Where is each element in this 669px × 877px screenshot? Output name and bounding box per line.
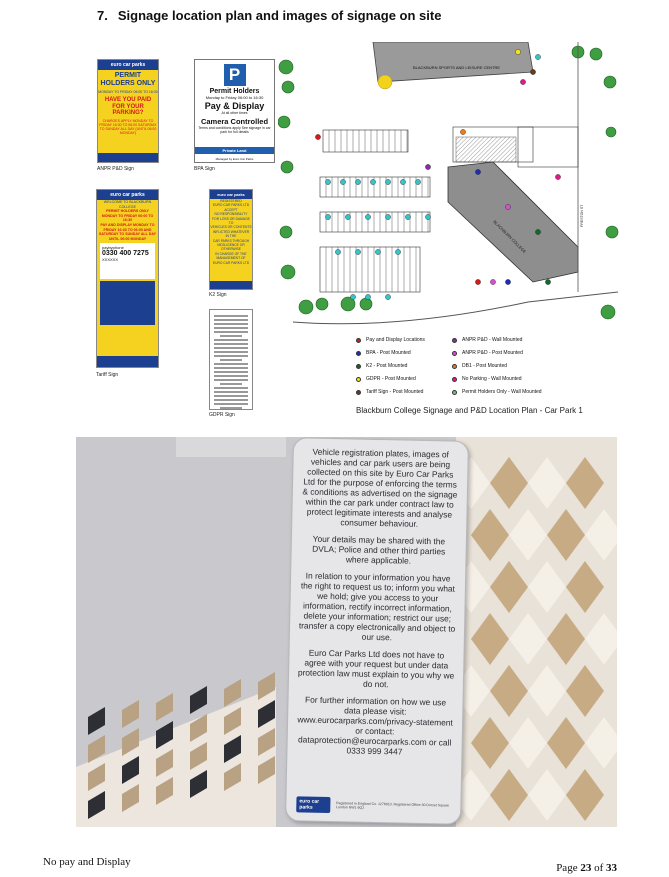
map-marker bbox=[460, 129, 465, 134]
legend-label: No Parking - Wall Mounted bbox=[462, 376, 522, 382]
k2-caption: K2 Sign bbox=[209, 292, 227, 298]
map-title: Blackburn College Signage and P&D Location Plan - Car Park 1 bbox=[356, 406, 583, 415]
legend-label: Pay and Display Locations bbox=[366, 337, 425, 343]
bpa-sign-image bbox=[194, 59, 275, 163]
text-line-shape bbox=[214, 351, 248, 353]
map-marker bbox=[405, 214, 410, 219]
legend-dot-icon bbox=[452, 351, 457, 356]
map-marker bbox=[515, 49, 520, 54]
footer-note: No pay and Display bbox=[43, 856, 131, 868]
gdpr-sign-image bbox=[209, 309, 253, 410]
tariff-line: PAY AND DISPLAY MONDAY TO FRIDAY 16:30 TO 06:00 AND SATURDAY TO SUNDAY ALL DAY UNTIL 06:00 MONDAY bbox=[98, 222, 157, 241]
bpa-other: At all other times bbox=[221, 111, 248, 115]
page-of: of bbox=[591, 862, 606, 874]
map-marker bbox=[490, 279, 495, 284]
text-line-shape bbox=[214, 343, 248, 345]
legend-dot-icon bbox=[356, 338, 361, 343]
map-marker bbox=[425, 164, 430, 169]
map-marker bbox=[365, 214, 370, 219]
legend-label: BPA - Post Mounted bbox=[366, 350, 411, 356]
legend-dot-icon bbox=[356, 364, 361, 369]
legend-dot-icon bbox=[452, 364, 457, 369]
text-line-shape bbox=[214, 391, 248, 393]
legend-item bbox=[452, 350, 523, 356]
map-marker bbox=[340, 179, 345, 184]
sports-centre-label: BLACKBURN SPORTS AND LEISURE CENTRE bbox=[413, 65, 501, 70]
k2-line: REGISTERED bbox=[220, 199, 242, 203]
anpr-brand: euro car parks bbox=[98, 60, 158, 70]
k2-line: IN THE bbox=[225, 234, 237, 239]
map-marker bbox=[355, 249, 360, 254]
notice-paragraph: Your details may be shared with the DVLA; Police and other third parties where applicable. bbox=[312, 533, 446, 566]
text-line-shape bbox=[214, 395, 248, 397]
tariff-phone: 0330 400 7275 bbox=[102, 250, 149, 258]
text-line-shape bbox=[214, 371, 248, 373]
bpa-managed: Managed by Euro Car Parks bbox=[215, 157, 254, 161]
k2-line: FOR LOSS OR DAMAGE TO bbox=[212, 216, 250, 226]
map-marker bbox=[475, 279, 480, 284]
map-marker bbox=[475, 169, 480, 174]
k2-line: EURO CAR PARKS LTD bbox=[212, 260, 250, 265]
map-marker bbox=[555, 174, 560, 179]
legend-item bbox=[356, 337, 425, 343]
legend-label: ANPR P&D - Post Mounted bbox=[462, 350, 523, 356]
k2-line: MANAGEMENT OF bbox=[216, 256, 246, 261]
text-line-shape bbox=[214, 363, 248, 365]
map-marker bbox=[545, 279, 550, 284]
data-notice-sign bbox=[285, 437, 469, 825]
tariff-brand: euro car parks bbox=[97, 190, 158, 200]
map-marker bbox=[375, 249, 380, 254]
map-marker bbox=[325, 179, 330, 184]
text-line-shape bbox=[214, 387, 248, 389]
k2-sign-image bbox=[209, 189, 253, 290]
map-marker bbox=[315, 134, 320, 139]
anpr-sign-image bbox=[97, 59, 159, 163]
text-line-shape bbox=[220, 335, 242, 337]
map-marker bbox=[395, 249, 400, 254]
legend-dot-icon bbox=[452, 377, 457, 382]
gdpr-caption: GDPR Sign bbox=[209, 412, 235, 418]
anpr-charges: CHARGES APPLY MONDAY TO FRIDAY 16:30 TO 06:00 SATURDAY TO SUNDAY ALL DAY (UNTIL 06:00 MONDAY) bbox=[99, 118, 157, 135]
section-number: 7. bbox=[97, 8, 108, 23]
legend-item bbox=[356, 363, 407, 369]
tariff-footer-band bbox=[97, 356, 158, 367]
anpr-footer-band bbox=[98, 153, 158, 162]
legend-label: GDPR - Post Mounted bbox=[366, 376, 416, 382]
map-marker bbox=[530, 69, 535, 74]
map-marker bbox=[385, 294, 390, 299]
text-line-shape bbox=[214, 399, 248, 401]
k2-line: OTHERWISE bbox=[221, 247, 241, 252]
k2-line: CAR PARKS THROUGH bbox=[212, 238, 250, 243]
k2-line: IN CHARGE OF THE bbox=[215, 251, 247, 256]
legend-item bbox=[452, 363, 507, 369]
map-marker bbox=[370, 179, 375, 184]
section-heading bbox=[97, 8, 441, 23]
bpa-private-land: Private Land bbox=[195, 147, 274, 154]
tariff-line: PERMIT HOLDERS ONLY bbox=[106, 209, 149, 214]
k2-line: INFLICTED WHATEVER bbox=[212, 229, 250, 234]
text-line-shape bbox=[214, 323, 248, 325]
k2-line: NO RESPONSIBILITY bbox=[214, 212, 248, 217]
parking-p-icon: P bbox=[224, 64, 246, 86]
map-marker bbox=[520, 79, 525, 84]
anpr-warning: HAVE YOU PAID FOR YOUR PARKING? bbox=[104, 97, 152, 116]
bpa-camera: Camera Controlled bbox=[200, 117, 269, 126]
legend-dot-icon bbox=[452, 390, 457, 395]
section-title: Signage location plan and images of signage on site bbox=[117, 8, 442, 23]
map-marker bbox=[365, 294, 370, 299]
tariff-caption: Tariff Sign bbox=[96, 372, 119, 378]
legend-item bbox=[452, 389, 542, 395]
legend-label: Permit Holders Only - Wall Mounted bbox=[462, 389, 542, 395]
legend-dot-icon bbox=[356, 390, 361, 395]
tariff-code: XXXXXX bbox=[102, 257, 119, 263]
notice-registration: Registered in England Co. 1276810. Registered Office 30 Dorset Square London NW1 6QJ bbox=[336, 800, 450, 810]
legend-item bbox=[452, 337, 522, 343]
text-line-shape bbox=[214, 319, 248, 321]
map-marker bbox=[535, 54, 540, 59]
anpr-caption: ANPR P&D Sign bbox=[97, 166, 134, 172]
notice-paragraph: In relation to your information you have the right to request us to; inform you what we hold; give you access to your information, rectify incorrect information, delete your information; restrict our use; transfer a copy electronically and object to our use. bbox=[298, 570, 456, 643]
map-marker bbox=[385, 179, 390, 184]
anpr-hours: MONDAY TO FRIDAY 06:00 TO 16:30 bbox=[98, 90, 158, 94]
college-building-label: BLACKBURN COLLEGE bbox=[492, 219, 528, 255]
text-line-shape bbox=[214, 375, 248, 377]
legend-item bbox=[356, 376, 416, 382]
notice-paragraph: For further information on how we use data please visit: www.eurocarparks.com/privacy-statement or contact: dataprotection@eurocarparks.com or call 0333 999 3447 bbox=[297, 694, 453, 757]
text-line-shape bbox=[214, 367, 248, 369]
text-line-shape bbox=[214, 403, 248, 405]
map-marker bbox=[345, 214, 350, 219]
map-marker bbox=[505, 204, 510, 209]
legend-label: K2 - Post Mounted bbox=[366, 363, 408, 369]
k2-line: VEHICLES OR CONTENTS bbox=[210, 225, 252, 230]
page-number bbox=[556, 862, 617, 874]
tariff-sign-image bbox=[96, 189, 159, 368]
text-line-shape bbox=[214, 347, 248, 349]
bpa-pay: Pay & Display bbox=[204, 101, 265, 111]
map-marker bbox=[535, 229, 540, 234]
k2-line: EURO CAR PARKS LTD bbox=[212, 203, 250, 208]
k2-lines bbox=[210, 199, 252, 265]
map-marker bbox=[350, 294, 355, 299]
tariff-line: WELCOME TO BLACKBURN COLLEGE bbox=[103, 200, 152, 209]
bpa-hours: Monday to Friday 06:00 to 16:30 bbox=[205, 95, 264, 100]
tariff-info-panel bbox=[100, 281, 155, 325]
notice-paragraph: Euro Car Parks Ltd does not have to agree with your request but under data protection law must explain to you why we do not. bbox=[297, 647, 455, 690]
text-line-shape bbox=[214, 379, 248, 381]
text-line-shape bbox=[214, 331, 248, 333]
map-marker bbox=[505, 279, 510, 284]
anpr-title: PERMIT HOLDERS ONLY bbox=[100, 72, 156, 87]
text-line-shape bbox=[214, 315, 248, 317]
legend-dot-icon bbox=[452, 338, 457, 343]
map-marker bbox=[400, 179, 405, 184]
k2-line: ACCEPT bbox=[224, 207, 238, 212]
current-page: 23 bbox=[580, 862, 592, 874]
legend-label: DB1 - Post Mounted bbox=[462, 363, 508, 369]
map-marker bbox=[425, 214, 430, 219]
legend-label: ANPR P&D - Wall Mounted bbox=[462, 337, 523, 343]
car-park-location-plan bbox=[278, 42, 619, 334]
text-line-shape bbox=[214, 355, 248, 357]
site-plan-drawing bbox=[278, 42, 619, 334]
legend-item bbox=[452, 376, 522, 382]
total-pages: 33 bbox=[606, 862, 617, 874]
page-prefix: Page bbox=[556, 862, 581, 874]
gdpr-text-lines bbox=[213, 315, 249, 410]
street-label: PRESTON ST bbox=[580, 204, 584, 227]
notice-paragraph: Vehicle registration plates, images of vehicles and car park users are being collected on this site by Euro Car Parks Ltd for the purpose of enforcing the terms & conditions as advertised on the signage within the car park under contract law to protect legitimate interests and analyse consumer behaviour. bbox=[302, 446, 458, 529]
map-marker bbox=[415, 179, 420, 184]
gdpr-sign-photo bbox=[76, 437, 617, 827]
text-line-shape bbox=[220, 383, 242, 385]
map-marker bbox=[355, 179, 360, 184]
map-marker bbox=[385, 214, 390, 219]
paybyphone-label: paybyphone bbox=[102, 245, 124, 251]
legend-item bbox=[356, 350, 411, 356]
tariff-line: MONDAY TO FRIDAY 06:00 TO 16:30 bbox=[101, 213, 154, 223]
text-line-shape bbox=[214, 339, 248, 341]
text-line-shape bbox=[220, 407, 242, 409]
text-line-shape bbox=[214, 327, 248, 329]
k2-brand: euro car parks bbox=[210, 190, 252, 199]
text-line-shape bbox=[220, 359, 242, 361]
bpa-title: Permit Holders bbox=[209, 88, 260, 95]
bpa-terms: Terms and conditions apply See signage in car park for full details bbox=[198, 126, 271, 134]
legend-label: Tariff Sign - Post Mounted bbox=[366, 389, 424, 395]
euro-car-parks-logo: euro car parks bbox=[296, 796, 330, 813]
bpa-caption: BPA Sign bbox=[194, 166, 215, 172]
tariff-payment-box bbox=[100, 243, 155, 279]
map-marker bbox=[335, 249, 340, 254]
k2-line: NEGLIGENCE OR bbox=[217, 243, 245, 248]
legend-dot-icon bbox=[356, 377, 361, 382]
legend-item bbox=[356, 389, 423, 395]
map-marker bbox=[325, 214, 330, 219]
k2-footer-band bbox=[210, 281, 252, 289]
notice-footer bbox=[296, 796, 450, 815]
legend-dot-icon bbox=[356, 351, 361, 356]
